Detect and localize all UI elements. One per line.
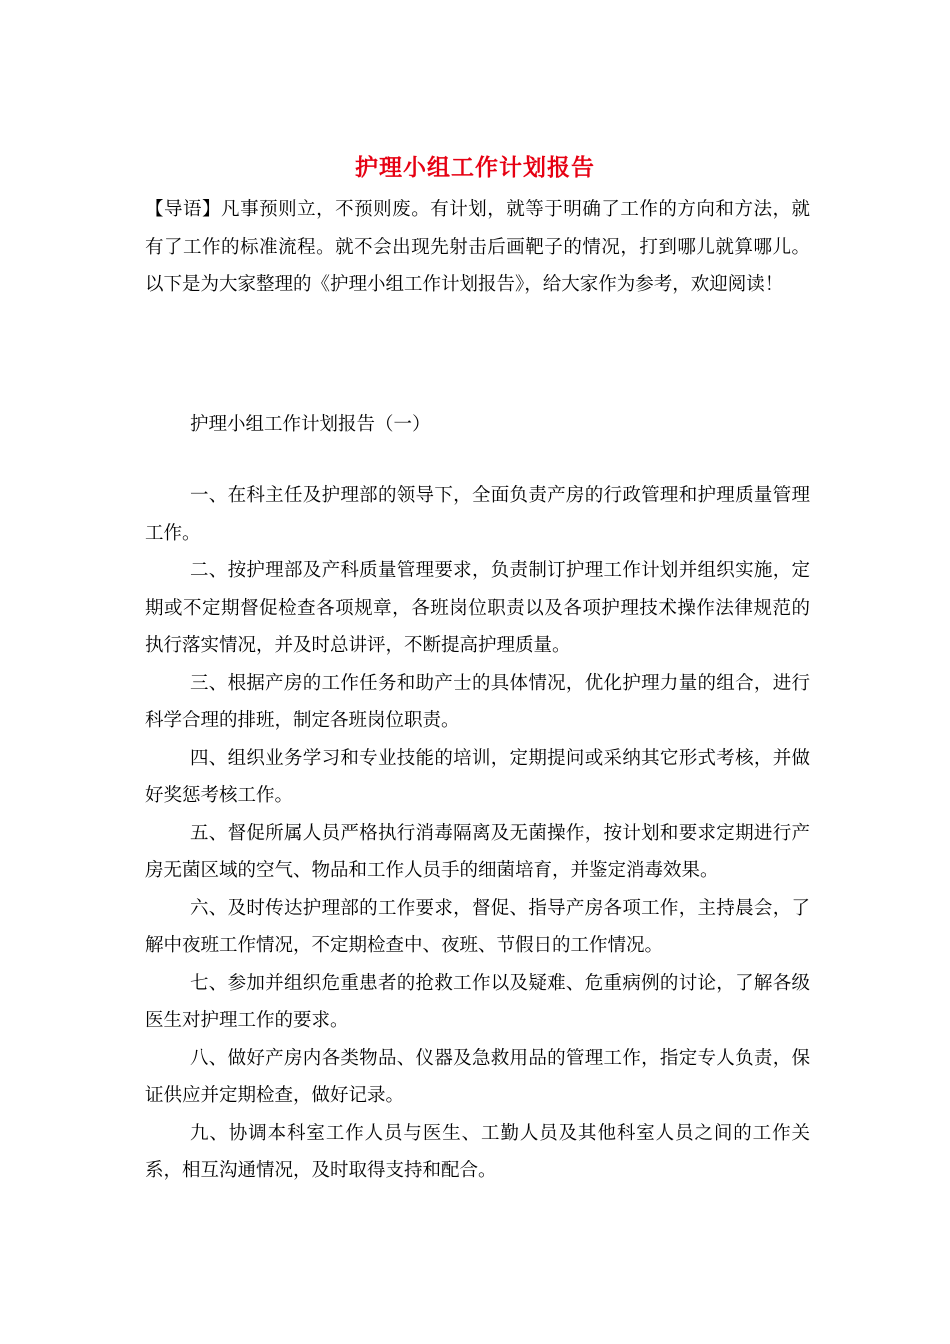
duty-item-3: 三、根据产房的工作任务和助产士的具体情况，优化护理力量的组合，进行科学合理的排班，制定各班岗位职责。 xyxy=(145,672,810,731)
duty-item-4: 四、组织业务学习和专业技能的培训，定期提问或采纳其它形式考核，并做好奖惩考核工作。 xyxy=(145,747,810,806)
duty-item-6: 六、及时传达护理部的工作要求，督促、指导产房各项工作，主持晨会，了解中夜班工作情况，不定期检查中、夜班、节假日的工作情况。 xyxy=(145,897,810,956)
duty-item-1: 一、在科主任及护理部的领导下，全面负责产房的行政管理和护理质量管理工作。 xyxy=(145,485,810,544)
document-title: 护理小组工作计划报告 xyxy=(355,154,595,181)
intro-paragraph: 【导语】凡事预则立，不预则废。有计划，就等于明确了工作的方向和方法，就有了工作的标准流程。就不会出现先射击后画靶子的情况，打到哪儿就算哪儿。以下是为大家整理的《护理小组工作计划报告》，给大家作为参考，欢迎阅读！ xyxy=(145,199,810,295)
duty-item-8: 八、做好产房内各类物品、仪器及急救用品的管理工作，指定专人负责，保证供应并定期检查，做好记录。 xyxy=(145,1047,810,1106)
section-title: 护理小组工作计划报告（一） xyxy=(190,414,431,435)
duty-item-7: 七、参加并组织危重患者的抢救工作以及疑难、危重病例的讨论，了解各级医生对护理工作的要求。 xyxy=(145,972,810,1031)
duty-item-2: 二、按护理部及产科质量管理要求，负责制订护理工作计划并组织实施，定期或不定期督促检查各项规章，各班岗位职责以及各项护理技术操作法律规范的执行落实情况，并及时总讲评，不断提高护理质量。 xyxy=(145,560,810,656)
duty-list xyxy=(145,477,810,1190)
duty-item-9: 九、协调本科室工作人员与医生、工勤人员及其他科室人员之间的工作关系，相互沟通情况，及时取得支持和配合。 xyxy=(145,1122,810,1181)
duty-item-5: 五、督促所属人员严格执行消毒隔离及无菌操作，按计划和要求定期进行产房无菌区域的空气、物品和工作人员手的细菌培育，并鉴定消毒效果。 xyxy=(145,822,810,881)
